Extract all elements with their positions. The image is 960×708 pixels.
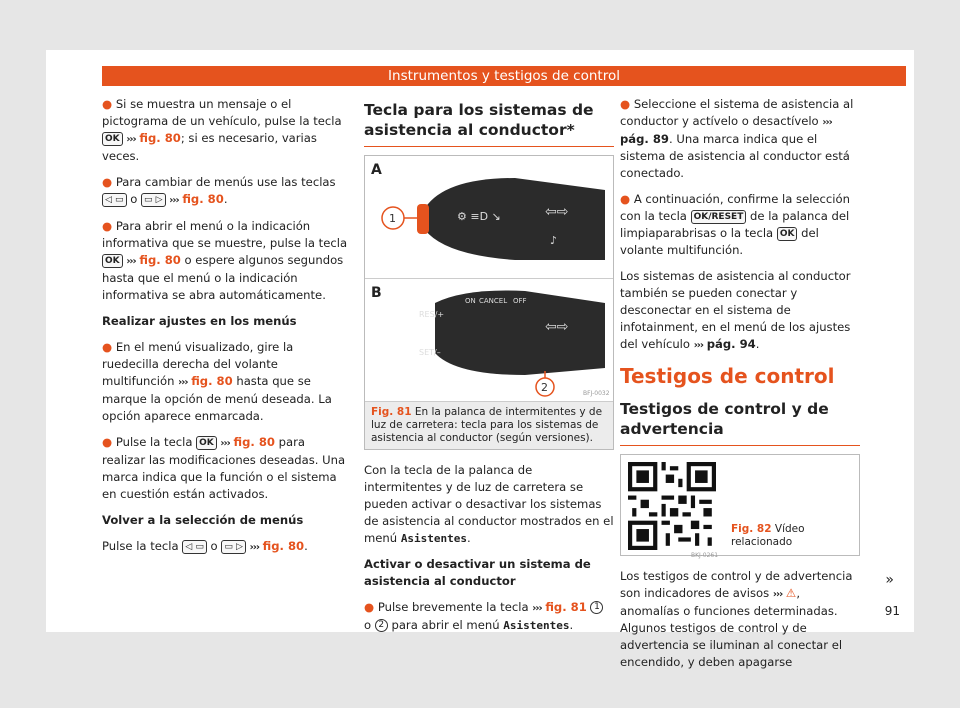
bullet-item: ● Para abrir el menú o la indicación informativa que se muestre, pulse la tecla OK ››› fig. 80 o espere algunos segundos hasta que el menú o la indicación informativa se abra automáticamente.: [102, 219, 348, 302]
text: Para abrir el menú o la indicación informativa que se muestre, pulse la tecla: [102, 219, 348, 250]
callout-2: 2: [541, 381, 548, 394]
text: . Una marca indica que el sistema de asistencia al conductor está conectado.: [620, 132, 850, 180]
section-title: Tecla para los sistemas de asistencia al conductor*: [364, 101, 594, 139]
page: [46, 50, 914, 669]
qr-code-icon[interactable]: [628, 462, 716, 550]
text: Los sistemas de asistencia al conductor también se pueden conectar y desconectar en el sistema de infotainment, en el menú de los ajustes del vehículo: [620, 269, 851, 351]
on-label: ON: [465, 297, 476, 305]
menu-name: Asistentes: [503, 619, 570, 632]
text: o: [130, 192, 138, 206]
section-title: Testigos de control y de advertencia: [620, 400, 829, 438]
continue-icon: »: [885, 572, 894, 588]
text: o: [364, 618, 372, 632]
text: Pulse brevemente la tecla: [377, 600, 529, 614]
text: Seleccione el sistema de asistencia al conductor y actívelo o desactívelo: [620, 97, 854, 128]
bullet-item: ● En el menú visualizado, gire la ruedecilla derecha del volante multifunción ››› fig. 80 hasta que se marque la opción de menú deseada. La opción aparece enmarcada.: [102, 340, 332, 423]
text: o espere algunos segundos hasta que el menú o la indicación informativa se abra automáticamente.: [102, 253, 344, 302]
subheading: Volver a la selección de menús: [102, 513, 304, 527]
fig-link[interactable]: fig. 80: [139, 131, 181, 145]
arrow-icon: ›››: [126, 134, 136, 145]
ok-reset-key-icon: OK/RESET: [691, 210, 747, 224]
arrow-icon: ›››: [220, 438, 230, 449]
lever-b-illustration: [395, 283, 610, 400]
text: A continuación, confirme la selección con la tecla: [620, 192, 850, 223]
bullet-item: ● Si se muestra un mensaje o el pictograma de un vehículo, pulse la tecla OK ››› fig. 80; si es necesario, varias veces.: [102, 97, 342, 163]
page-link[interactable]: pág. 94: [706, 337, 756, 351]
lever-a-illustration: [389, 160, 610, 275]
fig-link[interactable]: fig. 80: [262, 539, 305, 553]
arrow-icon: ›››: [178, 377, 188, 388]
text: Pulse la tecla: [102, 539, 179, 553]
paragraph: Con la tecla de la palanca de intermitentes y de luz de carretera se pueden activar o desactivar los sistemas de asistencia al conductor mostrados en el menú Asistentes.: [364, 463, 614, 545]
svg-text:⇦⇨: ⇦⇨: [545, 204, 569, 220]
fig-number: Fig. 81: [371, 406, 412, 418]
svg-text:⚙ ≡D ↘: ⚙ ≡D ↘: [457, 210, 501, 223]
subheading: Realizar ajustes en los menús: [102, 314, 297, 328]
page-header: Instrumentos y testigos de control: [102, 66, 906, 86]
arrow-icon: ›››: [532, 603, 542, 614]
text: o: [210, 539, 218, 553]
callout-1-icon: 1: [590, 601, 603, 614]
panel-label: A: [371, 162, 382, 178]
text: En el menú visualizado, gire la ruedecilla derecha del volante multifunción: [102, 340, 294, 388]
paragraph: Pulse la tecla ◁ ▭ o ▭ ▷ ››› fig. 80.: [102, 539, 308, 553]
bullet-item: ● Pulse brevemente la tecla ››› fig. 81 1 o 2 para abrir el menú Asistentes.: [364, 599, 614, 634]
res-label: RES/+: [419, 310, 445, 319]
menu-left-key-icon: ◁ ▭: [182, 540, 207, 554]
ok-key-icon: OK: [196, 436, 217, 450]
off-label: OFF: [513, 297, 527, 305]
text: ; si es necesario, varias veces.: [102, 131, 317, 163]
ok-key-icon: OK: [777, 227, 798, 241]
column-left: [102, 96, 348, 565]
bullet-item: ● Seleccione el sistema de asistencia al conductor y actívelo o desactívelo ››› pág. 89. Una marca indica que el sistema de asistencia al conductor está conectado.: [620, 97, 854, 180]
arrow-icon: ›››: [772, 589, 783, 600]
fig-link[interactable]: fig. 81: [545, 600, 587, 614]
bullet-item: ● Para cambiar de menús use las teclas ◁ ▭ o ▭ ▷ ››› fig. 80.: [102, 175, 336, 206]
figure-caption: [365, 402, 613, 449]
fig-link[interactable]: fig. 80: [233, 435, 275, 449]
callout-1: 1: [389, 212, 396, 225]
figure-82: [620, 454, 860, 559]
text: para abrir el menú: [391, 618, 500, 632]
column-right: [620, 96, 860, 680]
page-number: 91: [884, 604, 900, 618]
fig-link[interactable]: fig. 80: [139, 253, 181, 267]
text: hasta que se marque la opción de menú deseada. La opción aparece enmarcada.: [102, 374, 332, 423]
text: Los testigos de control y de advertencia son indicadores de avisos: [620, 569, 853, 600]
bullet-item: ● A continuación, confirme la selección con la tecla OK/RESET de la palanca del limpiaparabrisas o la tecla OK del volante multifunción.: [620, 192, 850, 257]
caption-text: Vídeo relacionado: [731, 523, 805, 548]
bullet-item: ● Pulse la tecla OK ››› fig. 80 para realizar las modificaciones deseadas. Una marca indica que la función o el sistema en cuestión están activados.: [102, 435, 346, 501]
menu-right-key-icon: ▭ ▷: [221, 540, 246, 554]
fig-number: Fig. 82: [731, 523, 772, 535]
divider: [364, 146, 614, 147]
text: de la palanca del limpiaparabrisas o la tecla: [620, 209, 850, 240]
ok-key-icon: OK: [102, 132, 123, 146]
ok-key-icon: OK: [102, 254, 123, 268]
cancel-label: CANCEL: [479, 297, 508, 305]
fig-link[interactable]: fig. 80: [182, 192, 224, 206]
warning-triangle-icon: ⚠: [785, 586, 797, 600]
panel-label: B: [371, 285, 382, 301]
menu-name: Asistentes: [400, 532, 468, 545]
figure-81: [364, 155, 614, 450]
text: Si se muestra un mensaje o el pictograma de un vehículo, pulse la tecla: [102, 97, 342, 128]
arrow-icon: ›››: [249, 542, 259, 553]
text: , anomalías o funciones determinadas. Algunos testigos de control y de advertencia se iluminan al conectar el encendido, y deben apagarse: [620, 586, 843, 669]
divider: [620, 445, 860, 446]
page-link[interactable]: pág. 89: [620, 132, 669, 146]
menu-left-key-icon: ◁ ▭: [102, 193, 127, 207]
subheading: Activar o desactivar un sistema de asistencia al conductor: [364, 557, 591, 588]
figure-caption: [731, 523, 856, 549]
text: Con la tecla de la palanca de intermitentes y de luz de carretera se pueden activar o desactivar los sistemas de asistencia al conductor mostrados en el menú: [364, 463, 614, 545]
text: del volante multifunción.: [620, 226, 819, 257]
arrow-icon: ›››: [169, 195, 179, 206]
text: Para cambiar de menús use las teclas: [115, 175, 336, 189]
svg-text:♪: ♪: [550, 234, 558, 247]
text: para realizar las modificaciones deseadas. Una marca indica que la función o el sistema en cuestión están activados.: [102, 435, 346, 501]
chapter-title: Testigos de control: [620, 364, 835, 388]
figure-code: BFJ-0032: [583, 390, 610, 397]
figure-panel-a: [365, 156, 613, 279]
figure-panel-b: [365, 279, 613, 402]
paragraph: [620, 568, 860, 671]
column-middle: [364, 96, 614, 643]
arrow-icon: ›››: [693, 340, 704, 351]
arrow-icon: ›››: [126, 256, 136, 267]
arrow-icon: ›››: [822, 117, 832, 128]
set-label: SET/–: [419, 348, 441, 357]
fig-link[interactable]: fig. 80: [191, 374, 233, 388]
paragraph: Los sistemas de asistencia al conductor también se pueden conectar y desconectar en el sistema de infotainment, en el menú de los ajustes del vehículo ››› pág. 94.: [620, 269, 851, 351]
caption-text: En la palanca de intermitentes y de luz de carretera: tecla para los sistemas de asistencia al conductor (según versiones).: [371, 406, 603, 444]
text: Pulse la tecla: [115, 435, 193, 449]
menu-right-key-icon: ▭ ▷: [141, 193, 166, 207]
callout-2-icon: 2: [375, 619, 388, 632]
svg-text:⇦⇨: ⇦⇨: [545, 319, 569, 335]
qr-code-label: BKJ-0261: [691, 552, 719, 559]
